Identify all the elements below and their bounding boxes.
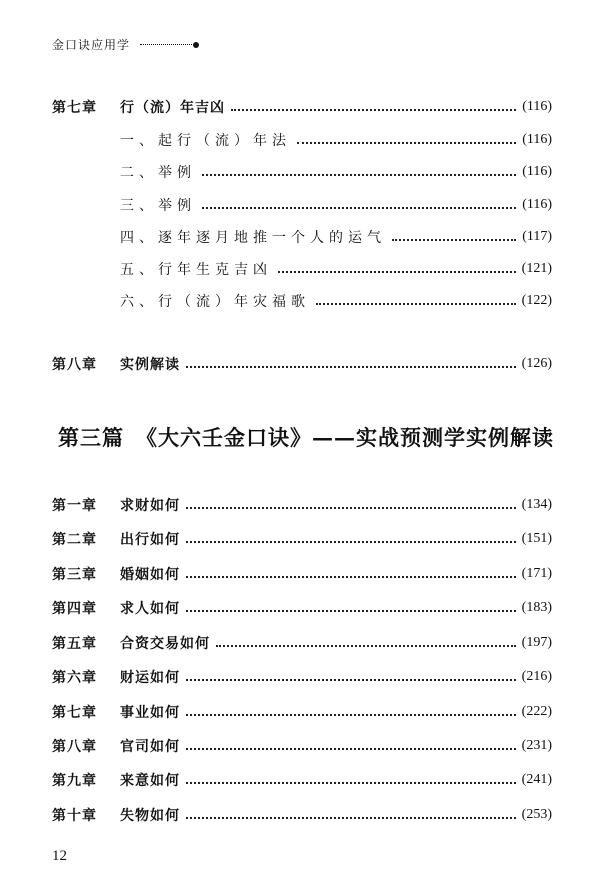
leader-dots (186, 366, 516, 368)
toc-entry-chapter (0, 563, 596, 585)
leader-dots (186, 714, 516, 716)
running-header (52, 36, 199, 53)
chapter-label: 第一章 (52, 498, 97, 514)
page-ref: (222) (521, 704, 552, 719)
chapter-title: 婚姻如何 (120, 567, 180, 583)
chapter-label: 第九章 (52, 773, 97, 789)
leader-dots (202, 207, 516, 209)
chapter-title: 求财如何 (120, 498, 180, 514)
leader-dots (186, 782, 516, 784)
page-ref: (126) (521, 356, 552, 371)
page-ref: (171) (521, 566, 552, 581)
chapter-label: 第八章 (52, 739, 97, 755)
page-ref: (216) (521, 669, 552, 684)
section-title: 二、举例 (120, 165, 196, 181)
chapter-label: 第八章 (52, 357, 97, 373)
header-rule (140, 44, 192, 45)
page-ref: (117) (522, 229, 552, 244)
leader-dots (278, 271, 516, 273)
section-title: 四、逐年逐月地推一个人的运气 (120, 230, 386, 246)
toc-entry-chapter (0, 804, 596, 826)
chapter-label: 第二章 (52, 532, 97, 548)
page-ref: (183) (521, 600, 552, 615)
toc-entry-chapter (0, 597, 596, 619)
chapter-label: 第四章 (52, 601, 97, 617)
leader-dots (186, 541, 516, 543)
leader-dots (297, 142, 516, 144)
chapter-label: 第七章 (52, 705, 97, 721)
leader-dots (202, 174, 516, 176)
page-ref: (134) (521, 497, 552, 512)
chapter-title: 来意如何 (120, 773, 180, 789)
page-ref: (253) (521, 807, 552, 822)
leader-dots (186, 817, 516, 819)
toc-entry-chapter8 (0, 353, 596, 375)
leader-dots (186, 679, 516, 681)
toc-entry-section (0, 161, 596, 183)
page-ref: (116) (522, 132, 552, 147)
chapter-title: 财运如何 (120, 670, 180, 686)
leader-dots (186, 610, 516, 612)
chapter-title: 官司如何 (120, 739, 180, 755)
toc-entry-section (0, 258, 596, 280)
section-title: 三、举例 (120, 198, 196, 214)
section-title: 一、起行（流）年法 (120, 133, 291, 149)
leader-dots (316, 303, 516, 305)
page-ref: (121) (521, 261, 552, 276)
chapter-label: 第十章 (52, 808, 97, 824)
toc-entry-section (0, 290, 596, 312)
toc-entry-chapter (0, 769, 596, 791)
toc-entry-section (0, 226, 596, 248)
chapter-label: 第六章 (52, 670, 97, 686)
toc-entry-chapter (0, 528, 596, 550)
page-ref: (116) (522, 164, 552, 179)
part-title-text: 《大六壬金口诀》——实战预测学实例解读 (136, 425, 554, 450)
page-number: 12 (52, 848, 67, 864)
chapter-title: 出行如何 (120, 532, 180, 548)
leader-dots (392, 239, 516, 241)
part-heading (58, 422, 554, 452)
leader-dots (231, 109, 516, 111)
page-ref: (116) (522, 197, 552, 212)
page-ref: (116) (522, 99, 552, 114)
chapter-title: 求人如何 (120, 601, 180, 617)
toc-entry-chapter7 (0, 96, 596, 118)
chapter-title: 事业如何 (120, 705, 180, 721)
section-title: 五、行年生克吉凶 (120, 262, 272, 278)
running-title: 金口诀应用学 (52, 38, 131, 52)
toc-entry-chapter (0, 494, 596, 516)
section-title: 六、行（流）年灾福歌 (120, 294, 310, 310)
chapter-label: 第七章 (52, 100, 97, 116)
leader-dots (216, 645, 516, 647)
toc-entry-chapter (0, 632, 596, 654)
toc-entry-chapter (0, 666, 596, 688)
page-ref: (197) (521, 635, 552, 650)
header-bullet-icon (193, 42, 199, 48)
toc-entry-chapter (0, 701, 596, 723)
chapter-title: 行（流）年吉凶 (120, 100, 225, 116)
chapter-title: 失物如何 (120, 808, 180, 824)
chapter-title: 合资交易如何 (120, 636, 210, 652)
chapter-title: 实例解读 (120, 357, 180, 373)
chapter-label: 第三章 (52, 567, 97, 583)
leader-dots (186, 507, 516, 509)
chapter-label: 第五章 (52, 636, 97, 652)
toc-entry-section (0, 129, 596, 151)
toc-entry-section (0, 194, 596, 216)
part-label: 第三篇 (58, 425, 124, 450)
page-ref: (241) (521, 772, 552, 787)
page-ref: (151) (521, 531, 552, 546)
leader-dots (186, 576, 516, 578)
page-ref: (231) (521, 738, 552, 753)
toc-entry-chapter (0, 735, 596, 757)
leader-dots (186, 748, 516, 750)
page-ref: (122) (521, 293, 552, 308)
